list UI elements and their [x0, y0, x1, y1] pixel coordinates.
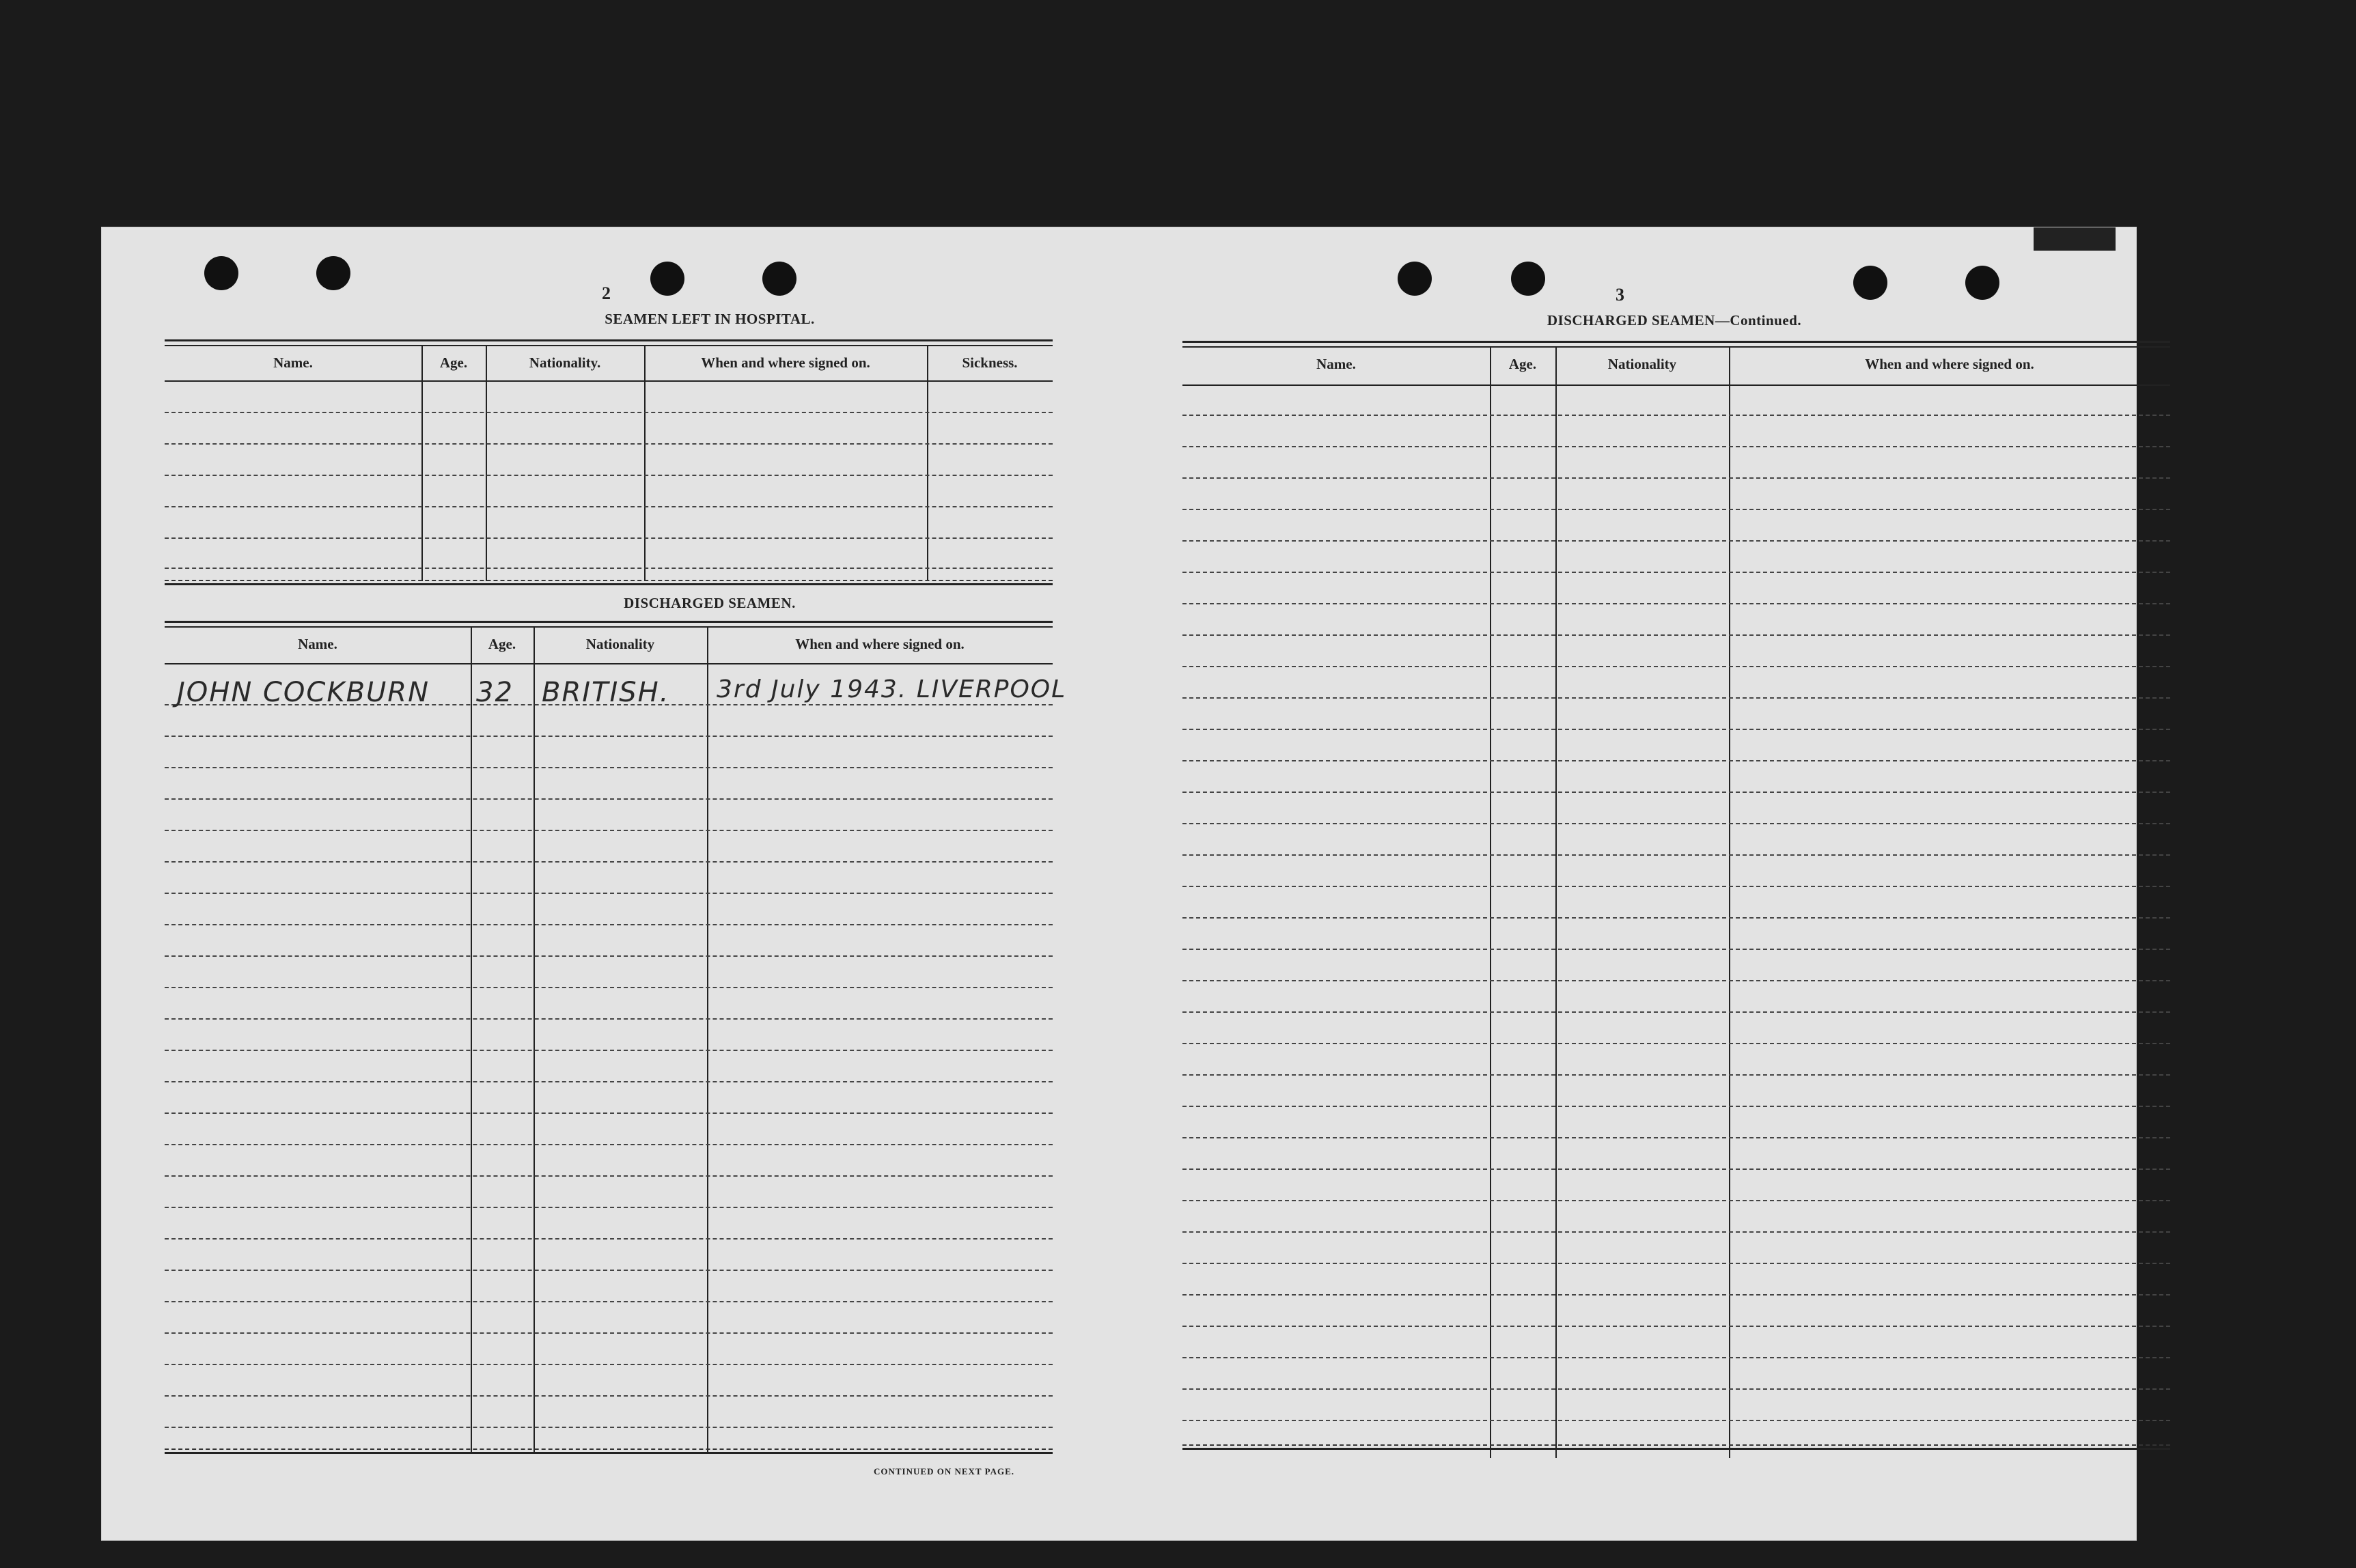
punch-hole	[1398, 262, 1432, 296]
continued-header-nationality: Nationality	[1607, 356, 1677, 372]
discharged-section-title: DISCHARGED SEAMEN.	[624, 595, 796, 611]
punch-hole	[762, 262, 796, 296]
handwritten-age: 32	[476, 677, 514, 708]
document-scan	[101, 227, 2137, 1541]
continued-table	[1182, 341, 2170, 1461]
punch-hole	[1965, 266, 1999, 300]
continued-section-title: DISCHARGED SEAMEN—Continued.	[1547, 312, 1802, 328]
hospital-header-age: Age.	[439, 354, 468, 371]
punch-hole	[204, 256, 238, 290]
continued-header-name: Name.	[1316, 356, 1356, 372]
discharged-table	[165, 621, 1053, 1458]
handwritten-nationality: BRITISH.	[542, 677, 670, 708]
page-number: 3	[1616, 285, 1624, 305]
hospital-table	[165, 339, 1053, 587]
continued-header-age: Age.	[1508, 356, 1537, 372]
paper-tab-mark	[2034, 227, 2116, 251]
punch-hole	[316, 256, 350, 290]
punch-hole	[1511, 262, 1545, 296]
punch-hole	[650, 262, 684, 296]
handwritten-signed-on: 3rd July 1943. LIVERPOOL	[717, 675, 1067, 703]
discharged-header-nationality: Nationality	[585, 636, 655, 652]
continued-header-signed-on: When and where signed on.	[1865, 356, 2034, 372]
hospital-header-sickness: Sickness.	[962, 354, 1018, 371]
hospital-section-title: SEAMEN LEFT IN HOSPITAL.	[605, 311, 815, 327]
discharged-header-signed-on: When and where signed on.	[795, 636, 965, 652]
page-number: 2	[602, 283, 611, 303]
hospital-header-name: Name.	[273, 354, 313, 371]
hospital-header-nationality: Nationality.	[529, 354, 601, 371]
hospital-header-signed-on: When and where signed on.	[701, 354, 870, 371]
handwritten-name: JOHN COCKBURN	[177, 677, 430, 708]
discharged-header-name: Name.	[298, 636, 337, 652]
discharged-header-age: Age.	[488, 636, 516, 652]
punch-hole	[1853, 266, 1887, 300]
continued-note: CONTINUED ON NEXT PAGE.	[874, 1466, 1014, 1476]
